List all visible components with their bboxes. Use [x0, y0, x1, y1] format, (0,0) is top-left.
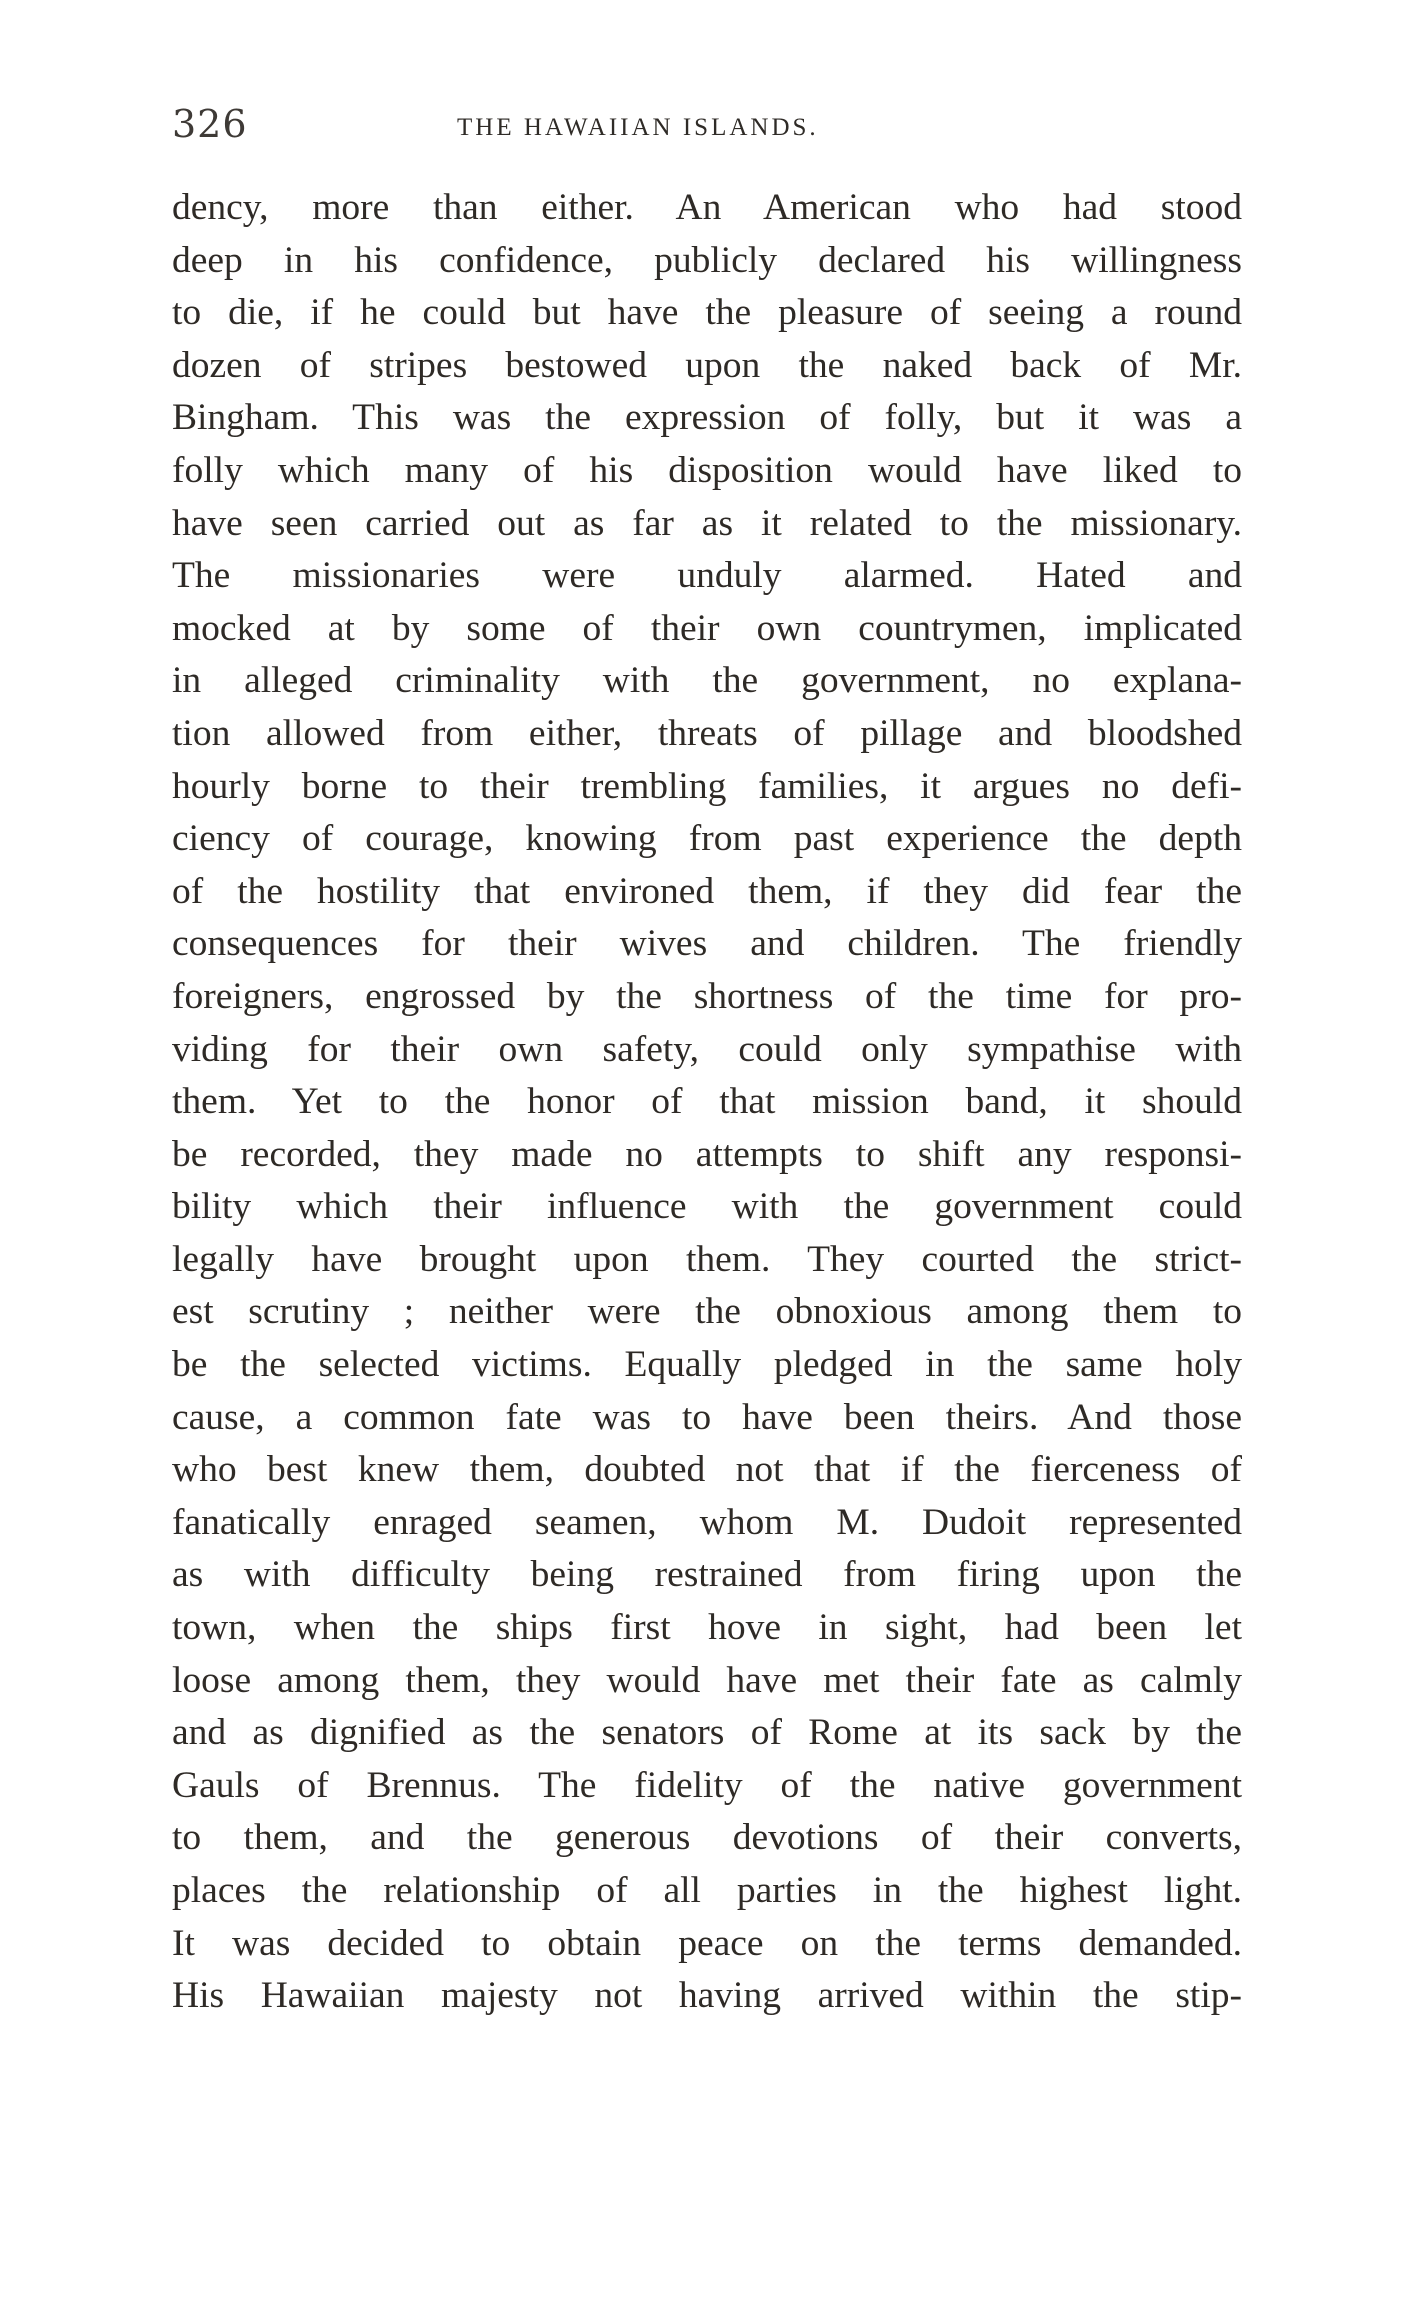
text-line: in alleged criminality with the government, no explana-	[172, 660, 1242, 702]
text-line: town, when the ships first hove in sight, had been let	[172, 1607, 1242, 1649]
text-line: dency, more than either. An American who had stood	[172, 187, 1242, 228]
text-line: and as dignified as the senators of Rome at its sack by the	[172, 1712, 1242, 1754]
text-line: who best knew them, doubted not that if the fierceness of	[172, 1449, 1242, 1491]
text-line: ciency of courage, knowing from past experience the depth	[172, 818, 1242, 860]
text-line: dozen of stripes bestowed upon the naked back of Mr.	[172, 344, 1242, 386]
text-line: deep in his confidence, publicly declared his willingness	[172, 239, 1242, 281]
text-line: folly which many of his disposition would have liked to	[172, 449, 1242, 491]
text-line: foreigners, engrossed by the shortness of the time for pro-	[172, 975, 1242, 1017]
running-title: THE HAWAIIAN ISLANDS.	[457, 114, 819, 141]
text-line: be recorded, they made no attempts to shift any responsi-	[172, 1133, 1242, 1175]
text-line: to die, if he could but have the pleasure of seeing a round	[172, 292, 1242, 334]
text-line: as with difficulty being restrained from firing upon the	[172, 1554, 1242, 1596]
text-line: be the selected victims. Equally pledged in the same holy	[172, 1344, 1242, 1386]
text-line: to them, and the generous devotions of their converts,	[172, 1817, 1242, 1859]
text-line: viding for their own safety, could only sympathise with	[172, 1028, 1242, 1070]
body-text	[172, 182, 1242, 2023]
text-line: consequences for their wives and children. The friendly	[172, 923, 1242, 965]
text-line: legally have brought upon them. They courted the strict-	[172, 1238, 1242, 1280]
text-line: have seen carried out as far as it related to the missionary.	[172, 502, 1242, 544]
text-line: mocked at by some of their own countrymen, implicated	[172, 607, 1242, 649]
text-line: loose among them, they would have met their fate as calmly	[172, 1659, 1242, 1701]
text-line: fanatically enraged seamen, whom M. Dudoit represented	[172, 1501, 1242, 1543]
text-line: hourly borne to their trembling families, it argues no defi-	[172, 765, 1242, 807]
page-number: 326	[172, 102, 248, 146]
text-line: Bingham. This was the expression of folly, but it was a	[172, 397, 1242, 439]
running-head	[172, 102, 1242, 152]
text-line: Gauls of Brennus. The fidelity of the native government	[172, 1764, 1242, 1806]
text-line: His Hawaiian majesty not having arrived within the stip-	[172, 1975, 1242, 2017]
text-line: cause, a common fate was to have been theirs. And those	[172, 1396, 1242, 1438]
text-line: places the relationship of all parties in the highest light.	[172, 1870, 1242, 1911]
text-line: them. Yet to the honor of that mission band, it should	[172, 1081, 1242, 1123]
text-line: It was decided to obtain peace on the terms demanded.	[172, 1922, 1242, 1964]
text-line: The missionaries were unduly alarmed. Hated and	[172, 555, 1242, 597]
text-line: of the hostility that environed them, if they did fear the	[172, 870, 1242, 912]
text-line: est scrutiny ; neither were the obnoxious among them to	[172, 1291, 1242, 1333]
text-line: bility which their influence with the government could	[172, 1186, 1242, 1228]
text-line: tion allowed from either, threats of pillage and bloodshed	[172, 712, 1242, 754]
